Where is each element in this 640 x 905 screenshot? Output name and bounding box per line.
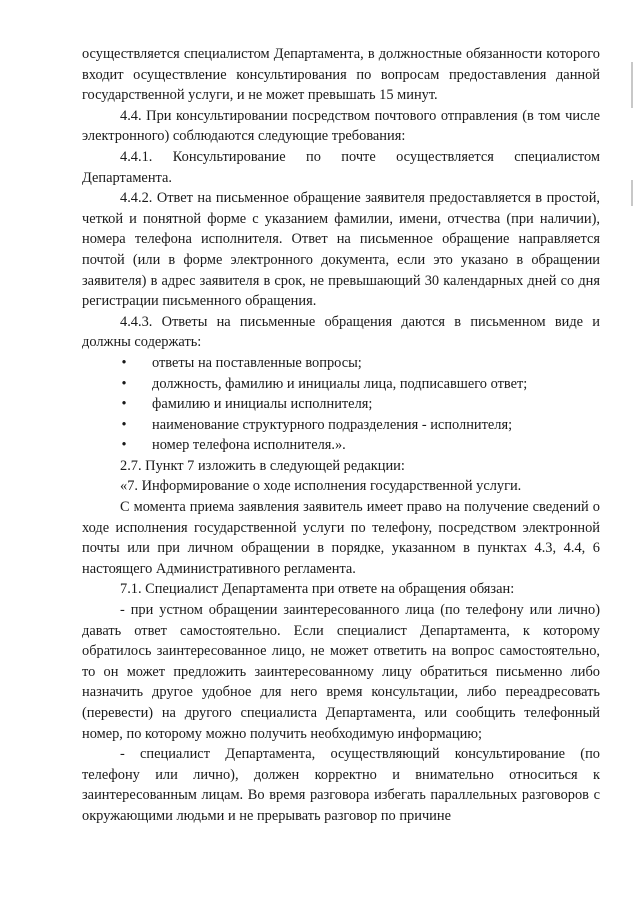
paragraph-4-4-3: 4.4.3. Ответы на письменные обращения даются в письменном виде и должны содержать:	[82, 313, 600, 351]
scan-edge-mark	[631, 180, 633, 206]
list-item-text: фамилию и инициалы исполнителя;	[152, 396, 373, 413]
list-item-text: ответы на поставленные вопросы;	[152, 354, 362, 371]
scan-edge-mark	[631, 62, 633, 108]
bullet-icon: •	[121, 416, 127, 433]
paragraph-4-4-2: 4.4.2. Ответ на письменное обращение заявителя предоставляется в простой, четкой и понятной форме с указанием фамилии, имени, отчества (при наличии), номера телефона исполнителя. Ответ на письменное обращение направляется почтой (или в форме электронного документа, если это указано в обращении заявителя) в адрес заявителя в срок, не превышающий 30 календарных дней со дня регистрации письменного обращения.	[82, 190, 600, 310]
paragraph-4-4: 4.4. При консультировании посредством почтового отправления (в том числе электронного) соблюдаются следующие требования:	[82, 107, 600, 145]
answer-contents-list	[82, 353, 600, 456]
bullet-icon: •	[121, 354, 127, 371]
paragraph-consultation-duration: осуществляется специалистом Департамента, в должностные обязанности которого входит осуществление консультирования по вопросам предоставления данной государственной услуги, и не может превышать 15 минут.	[82, 46, 600, 104]
paragraph-2-7: 2.7. Пункт 7 изложить в следующей редакции:	[120, 457, 405, 474]
bullet-icon: •	[121, 375, 127, 392]
list-item-text: номер телефона исполнителя.».	[152, 437, 346, 454]
list-item-text: наименование структурного подразделения - исполнителя;	[152, 416, 513, 433]
bullet-icon: •	[121, 396, 127, 413]
list-item	[82, 374, 600, 395]
paragraph-4-4-1: 4.4.1. Консультирование по почте осуществляется специалистом Департамента.	[82, 148, 600, 186]
bullet-icon: •	[121, 437, 127, 454]
paragraph-specialist-conduct: - специалист Департамента, осуществляющий консультирование (по телефону или лично), должен корректно и внимательно относиться к заинтересованным лицам. Во время разговора избегать параллельных разговоров с окружающими людьми и не прерывать разговор по причине	[82, 746, 600, 824]
list-item	[82, 394, 600, 415]
paragraph-7-1: 7.1. Специалист Департамента при ответе на обращения обязан:	[120, 581, 515, 598]
list-item-text: должность, фамилию и инициалы лица, подписавшего ответ;	[152, 375, 528, 392]
list-item	[82, 353, 600, 374]
paragraph-oral-inquiry: - при устном обращении заинтересованного лица (по телефону или лично) давать ответ самостоятельно. Если специалист Департамента, к которому обратилось заинтересованное лицо, не может ответить на вопрос самостоятельно, то он может предложить заинтересованному лицу обратиться письменно либо назначить другое удобное для него время консультации, либо переадресовать (перевести) на другого специалиста Департамента, или сообщить телефонный номер, по которому можно получить необходимую информацию;	[82, 602, 600, 742]
paragraph-status-info: С момента приема заявления заявитель имеет право на получение сведений о ходе исполнения государственной услуги по телефону, посредством электронной почты или при личном обращении в порядке, указанном в пунктах 4.3, 4.4, 6 настоящего Административного регламента.	[82, 499, 600, 577]
list-item	[82, 415, 600, 436]
list-item	[82, 435, 600, 456]
paragraph-7-heading: «7. Информирование о ходе исполнения государственной услуги.	[120, 478, 522, 495]
